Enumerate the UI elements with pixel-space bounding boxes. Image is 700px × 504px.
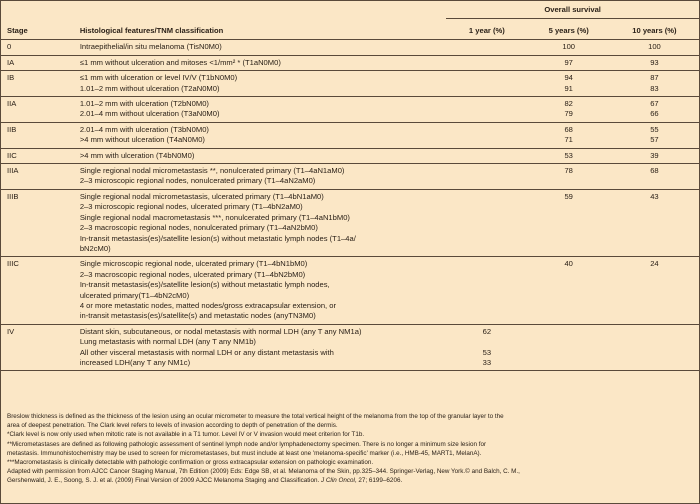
- features-cell: 1.01–2 mm with ulceration (T2bN0M0) 2.01–4 mm without ulceration (T3aN0M0): [56, 97, 446, 123]
- survival-1-year-cell: [446, 122, 527, 148]
- survival-10-years-cell: 67 66: [610, 97, 699, 123]
- features-cell: ≤1 mm without ulceration and mitoses <1/mm² * (T1aN0M0): [56, 55, 446, 70]
- stage-cell: IIB: [1, 122, 56, 148]
- survival-5-years-cell: 97: [528, 55, 610, 70]
- table-row: [1, 257, 699, 324]
- table-row: [1, 71, 699, 97]
- survival-10-years-cell: [610, 324, 699, 371]
- footnote-line: Adapted with permission from AJCC Cancer Staging Manual, 7th Edition (2009) Eds: Edge SB, et al. Melanoma of the Skin, pp.325–344. Springer-Verlag, New York.© and Balch, C. M.,: [7, 468, 520, 476]
- features-cell: >4 mm with ulceration (T4bN0M0): [56, 148, 446, 163]
- col-header-5-years: 5 years (%): [528, 22, 610, 40]
- table-row: [1, 122, 699, 148]
- col-header-stage: Stage: [1, 22, 56, 40]
- features-cell: Single microscopic regional node, ulcerated primary (T1–4bN1bM0) 2–3 macroscopic regional nodes, ulcerated primary (T1–4bN2bM0) In-transit metastasis(es)/satellite lesion(s) without metastatic lymph nodes, ulcerated primary(T1–4bN2cM0) 4 or more metastatic nodes, matted nodes/gross extracapsular extension, or in-transit metastasis(es)/satellite(s) and metastatic nodes (anyTN3M0): [56, 257, 446, 324]
- melanoma-staging-table: [1, 1, 699, 371]
- survival-5-years-cell: 53: [528, 148, 610, 163]
- features-cell: 2.01–4 mm with ulceration (T3bN0M0) >4 mm without ulceration (T4aN0M0): [56, 122, 446, 148]
- survival-1-year-cell: [446, 55, 527, 70]
- footnote-line: ***Macrometastasis is clinically detectable with pathologic confirmation or gross extracapsular extension on pathologic examination.: [7, 459, 374, 467]
- features-cell: Distant skin, subcutaneous, or nodal metastasis with normal LDH (any T any NM1a) Lung metastasis with normal LDH (any T any NM1b) All other visceral metastasis with normal LDH or any distant metastasis with increased LDH(any T any NM1c): [56, 324, 446, 371]
- survival-5-years-cell: 40: [528, 257, 610, 324]
- stage-cell: IIA: [1, 97, 56, 123]
- table-body: [1, 40, 699, 371]
- features-cell: Intraepithelial/in situ melanoma (TisN0M0): [56, 40, 446, 55]
- column-header-row: [1, 22, 699, 40]
- survival-10-years-cell: 93: [610, 55, 699, 70]
- survival-10-years-cell: 68: [610, 164, 699, 190]
- survival-1-year-cell: [446, 40, 527, 55]
- header-group-row: [1, 1, 699, 22]
- table-row: [1, 324, 699, 371]
- table-footnotes: [7, 412, 695, 486]
- stage-cell: IA: [1, 55, 56, 70]
- table-row: [1, 164, 699, 190]
- features-cell: Single regional nodal micrometastasis **, nonulcerated primary (T1–4aN1aM0) 2–3 microscopic regional nodes, nonulcerated primary (T1–4aN2aM0): [56, 164, 446, 190]
- table-row: [1, 189, 699, 256]
- col-header-1-year: 1 year (%): [446, 22, 527, 40]
- table-row: [1, 148, 699, 163]
- features-cell: Single regional nodal micrometastasis, ulcerated primary (T1–4bN1aM0) 2–3 microscopic regional nodes, ulcerated primary (T1–4bN2aM0) Single regional nodal macrometastasis ***, nonulcerated primary (T1–4aN1bM0) 2–3 macroscopic regional nodes, nonulcerated primary (T1–4aN2bM0) In-transit metastasis(es)/satellite lesion(s) without metastatic lymph nodes (T1–4a/ bN2cM0): [56, 189, 446, 256]
- table-row: [1, 55, 699, 70]
- table-row: [1, 40, 699, 55]
- survival-1-year-cell: [446, 148, 527, 163]
- survival-1-year-cell: [446, 97, 527, 123]
- overall-survival-group-header: Overall survival: [446, 1, 699, 22]
- survival-1-year-cell: 62 53 33: [446, 324, 527, 371]
- survival-10-years-cell: 24: [610, 257, 699, 324]
- footnote-line: area of deepest penetration. The Clark level refers to levels of invasion according to depth of penetration of the dermis.: [7, 422, 338, 430]
- survival-5-years-cell: 59: [528, 189, 610, 256]
- footnote-line: Breslow thickness is defined as the thickness of the lesion using an ocular micrometer to measure the total vertical height of the melanoma from the top of the granular layer to the: [7, 413, 504, 420]
- col-header-features: Histological features/TNM classification: [56, 22, 446, 40]
- survival-5-years-cell: 82 79: [528, 97, 610, 123]
- stage-cell: 0: [1, 40, 56, 55]
- survival-1-year-cell: [446, 71, 527, 97]
- citation-line: Gershenwald, J. E., Soong, S. J. et al. (2009) Final Version of 2009 AJCC Melanoma Staging and Classification. J Clin Oncol, 27; 6199–6206.: [7, 477, 403, 485]
- footnote-line: *Clark level is now only used when mitotic rate is not available in a T1 tumor. Level IV or V invasion would meet criterion for T1b.: [7, 431, 365, 439]
- survival-10-years-cell: 87 83: [610, 71, 699, 97]
- footnote-line: **Micrometastases are defined as following pathologic assessment of sentinel lymph node and/or lymphadenectomy specimen. There is no longer a minimum size lesion for: [7, 440, 487, 448]
- survival-10-years-cell: 100: [610, 40, 699, 55]
- survival-5-years-cell: 100: [528, 40, 610, 55]
- survival-10-years-cell: 39: [610, 148, 699, 163]
- stage-cell: IIIB: [1, 189, 56, 256]
- table-row: [1, 97, 699, 123]
- survival-10-years-cell: 43: [610, 189, 699, 256]
- survival-5-years-cell: 68 71: [528, 122, 610, 148]
- survival-1-year-cell: [446, 164, 527, 190]
- col-header-10-years: 10 years (%): [610, 22, 699, 40]
- survival-10-years-cell: 55 57: [610, 122, 699, 148]
- stage-cell: IV: [1, 324, 56, 371]
- survival-1-year-cell: [446, 257, 527, 324]
- stage-cell: IIIA: [1, 164, 56, 190]
- footnote-line: metastasis. Immunohistochemistry may be used to screen for micrometastases, but must include at least one 'melanoma-specific' marker (i.e., HMB-45, MART1, MelanA).: [7, 449, 482, 457]
- journal-name: J Clin Oncol: [320, 477, 355, 485]
- survival-5-years-cell: 94 91: [528, 71, 610, 97]
- stage-cell: IIC: [1, 148, 56, 163]
- survival-5-years-cell: 78: [528, 164, 610, 190]
- stage-cell: IIIC: [1, 257, 56, 324]
- stage-cell: IB: [1, 71, 56, 97]
- survival-5-years-cell: [528, 324, 610, 371]
- features-cell: ≤1 mm with ulceration or level IV/V (T1bN0M0) 1.01–2 mm without ulceration (T2aN0M0): [56, 71, 446, 97]
- survival-1-year-cell: [446, 189, 527, 256]
